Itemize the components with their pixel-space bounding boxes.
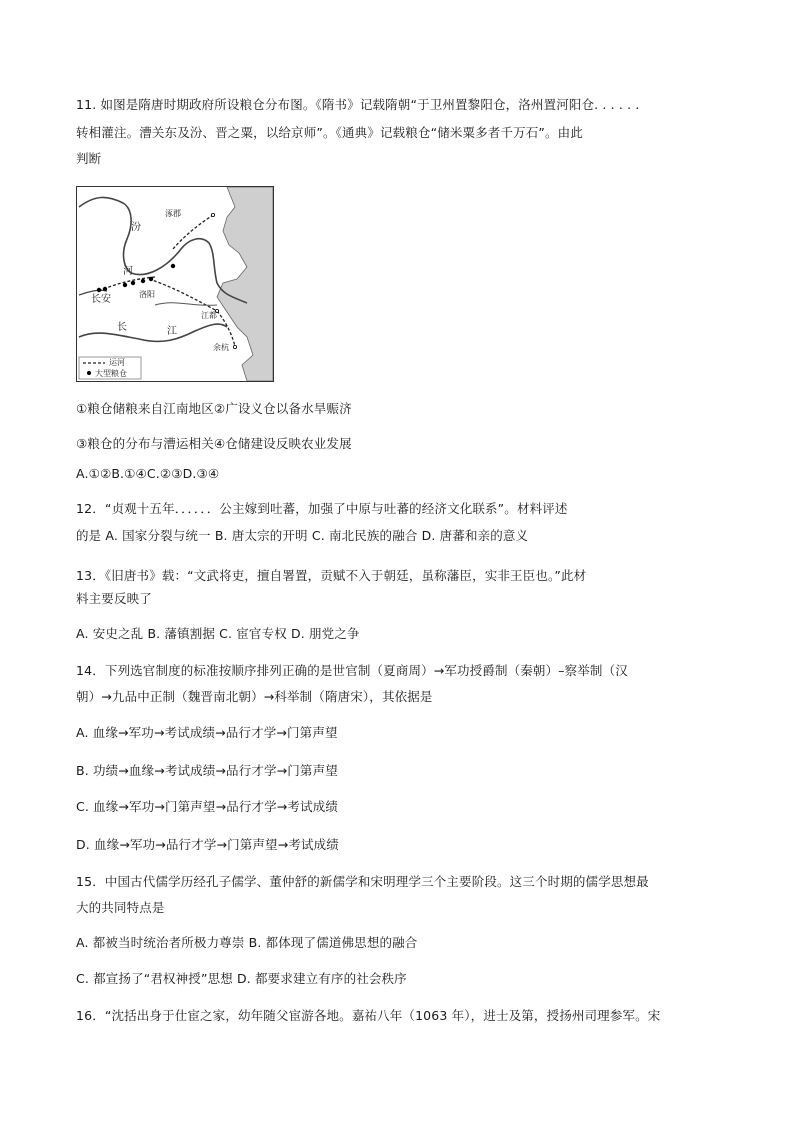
q14-option-a: A. 血缘→军功→考试成绩→品行才学→门第声望 [76,725,338,740]
map-label-fen: 汾 [131,222,141,233]
map-label-yuhang: 余杭 [213,343,229,352]
q15-line-1: 15．中国古代儒学历经孔子儒学、董仲舒的新儒学和宋明理学三个主要阶段。这三个时期的儒学思想最 [76,874,649,889]
q15-options-cd: C. 都宣扬了“君权神授”思想 D. 都要求建立有序的社会秩序 [76,971,407,986]
legend-granary-label: 大型粮仓 [95,369,127,378]
city-yuhang-marker [233,345,236,348]
map-label-he: 河 [123,266,133,277]
granary-distribution-map [76,186,274,382]
map-label-luoyang: 洛阳 [139,290,155,299]
granary-dot [149,277,153,281]
canal-west [99,277,155,291]
q14-option-d: D. 血缘→军功→品行才学→门第声望→考试成绩 [76,837,339,852]
q11-line-2: 转相灌注。漕关东及汾、晋之粟，以给京师”。《通典》记载粮仓“储米粟多者千万石”。由此 [76,125,583,140]
granary-dot [103,287,107,291]
legend-granary-dot [87,371,91,375]
q11-line-3: 判断 [76,151,102,166]
q11-line-1: 11. 如图是隋唐时期政府所设粮仓分布图。《隋书》记载隋朝“于卫州置黎阳仓，洛州置河阳仓. . . . . . [76,97,640,112]
map-label-zhuojun: 涿郡 [165,209,181,218]
city-zhuojun-marker [211,213,214,216]
q12-line-1: 12．“贞观十五年．．．．．．公主嫁到吐蕃，加强了中原与吐蕃的经济文化联系”。材料评述 [76,501,568,516]
canal-north [173,215,213,249]
q16-line-1: 16．“沈括出身于仕宦之家，幼年随父宦游各地。嘉祐八年（1063 年），进士及第，授扬州司理参军。宋 [76,1008,661,1023]
yangtze-river [79,324,227,341]
huai-river [155,303,217,306]
q13-options: A. 安史之乱 B. 藩镇割据 C. 宦官专权 D. 朋党之争 [76,626,360,641]
legend-canal-label: 运河 [109,358,125,367]
q11-options: A.①②B.①④C.②③D.③④ [76,466,220,481]
map-label-jiang: 江 [167,326,177,337]
q14-option-c: C. 血缘→军功→门第声望→品行才学→考试成绩 [76,799,339,814]
granary-dot [131,281,135,285]
q12-line-2: 的是 A. 国家分裂与统一 B. 唐太宗的开明 C. 南北民族的融合 D. 唐蕃和亲的意义 [76,528,529,543]
q15-options-ab: A. 都被当时统治者所极力尊崇 B. 都体现了儒道佛思想的融合 [76,935,418,950]
granary-dot [141,279,145,283]
q15-line-2: 大的共同特点是 [76,900,165,915]
granary-dot [171,264,175,268]
q11-statement-1: ①粮仓储粮来自江南地区②广设义仓以备水旱赈济 [76,401,352,416]
q11-statement-2: ③粮仓的分布与漕运相关④仓储建设反映农业发展 [76,436,352,451]
q14-option-b: B. 功绩→血缘→考试成绩→品行才学→门第声望 [76,763,338,778]
q13-line-1: 13．《旧唐书》载：“文武将吏，擅自署置，贡赋不入于朝廷，虽称藩臣，实非王臣也。”此材 [76,568,587,583]
q14-line-1: 14．下列选官制度的标准按顺序排列正确的是世官制（夏商周）→军功授爵制（秦朝）–察举制（汉 [76,663,628,678]
q14-line-2: 朝）→九品中正制（魏晋南北朝）→科举制（隋唐宋），其依据是 [76,689,433,704]
map-label-changan: 长安 [91,294,111,305]
granary-dot [123,283,127,287]
canal-south [149,279,217,311]
map-label-jiangdu: 江都 [201,311,217,320]
granary-dot [97,288,101,292]
map-label-chang: 长 [117,322,127,333]
q13-line-2: 料主要反映了 [76,591,152,606]
